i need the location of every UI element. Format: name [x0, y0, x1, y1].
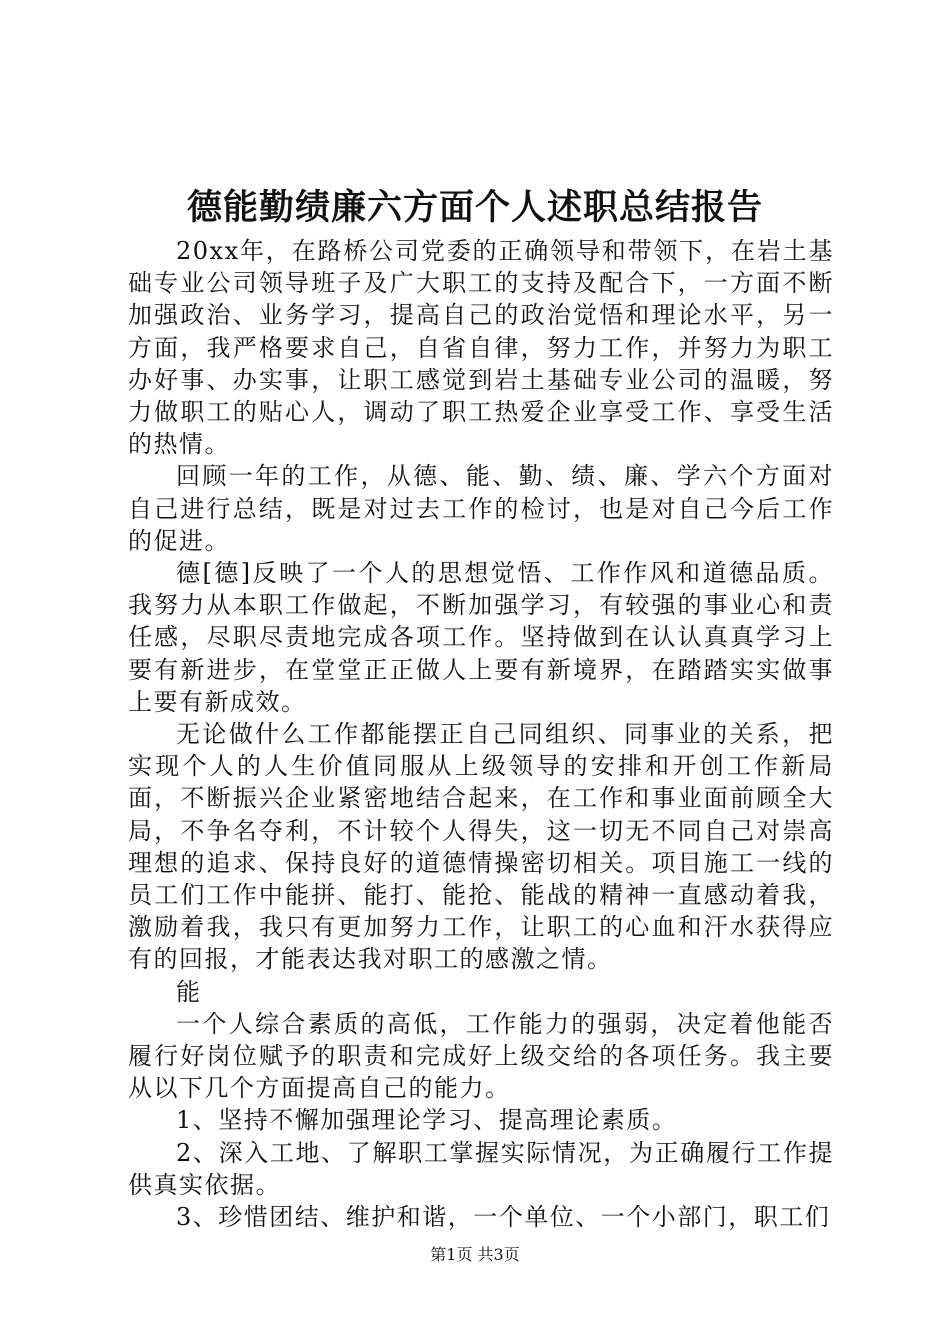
list-item-3: 3、珍惜团结、维护和谐，一个单位、一个小部门，职工们 [176, 1203, 831, 1232]
list-item-1: 1、坚持不懈加强理论学习、提高理论素质。 [176, 1106, 678, 1135]
section-heading-neng: 能 [176, 977, 202, 1006]
page-footer: 第1页 共3页 [430, 1245, 520, 1264]
paragraph-review: 回顾一年的工作，从德、能、勤、绩、廉、学六个方面对自己进行总结，既是对过去工作的检讨，也是对自己今后工作的促进。 [128, 462, 834, 555]
document-body [128, 235, 834, 1233]
paragraph-neng: 一个人综合素质的高低，工作能力的强弱，决定着他能否履行好岗位赋予的职责和完成好上级交给的各项任务。我主要从以下几个方面提高自己的能力。 [128, 1009, 834, 1103]
paragraph-de: 德[德]反映了一个人的思想觉悟、工作作风和道德品质。我努力从本职工作做起，不断加强学习，有较强的事业心和责任感，尽职尽责地完成各项工作。坚持做到在认认真真学习上要有新进步，在堂堂正正做人上要有新境界，在踏踏实实做事上要有新成效。 [128, 559, 834, 716]
paragraph-intro: 20xx年，在路桥公司党委的正确领导和带领下，在岩土基础专业公司领导班子及广大职工的支持及配合下，一方面不断加强政治、业务学习，提高自己的政治觉悟和理论水平，另一方面，我严格要求自己，自省自律，努力工作，并努力为职工办好事、办实事，让职工感觉到岩土基础专业公司的温暖，努力做职工的贴心人，调动了职工热爱企业享受工作、享受生活的热情。 [128, 237, 834, 459]
document-title: 德能勤绩廉六方面个人述职总结报告 [186, 187, 763, 228]
list-item-2: 2、深入工地、了解职工掌握实际情况，为正确履行工作提供真实依据。 [128, 1138, 834, 1199]
paragraph-de-continued: 无论做什么工作都能摆正自己同组织、同事业的关系，把实现个人的人生价值同服从上级领导的安排和开创工作新局面，不断振兴企业紧密地结合起来，在工作和事业面前顾全大局，不争名夺利，不计较个人得失，这一切无不同自己对崇高理想的追求、保持良好的道德情操密切相关。项目施工一线的员工们工作中能拼、能打、能抢、能战的精神一直感动着我，激励着我，我只有更加努力工作，让职工的心血和汗水获得应有的回报，才能表达我对职工的感激之情。 [128, 720, 834, 974]
